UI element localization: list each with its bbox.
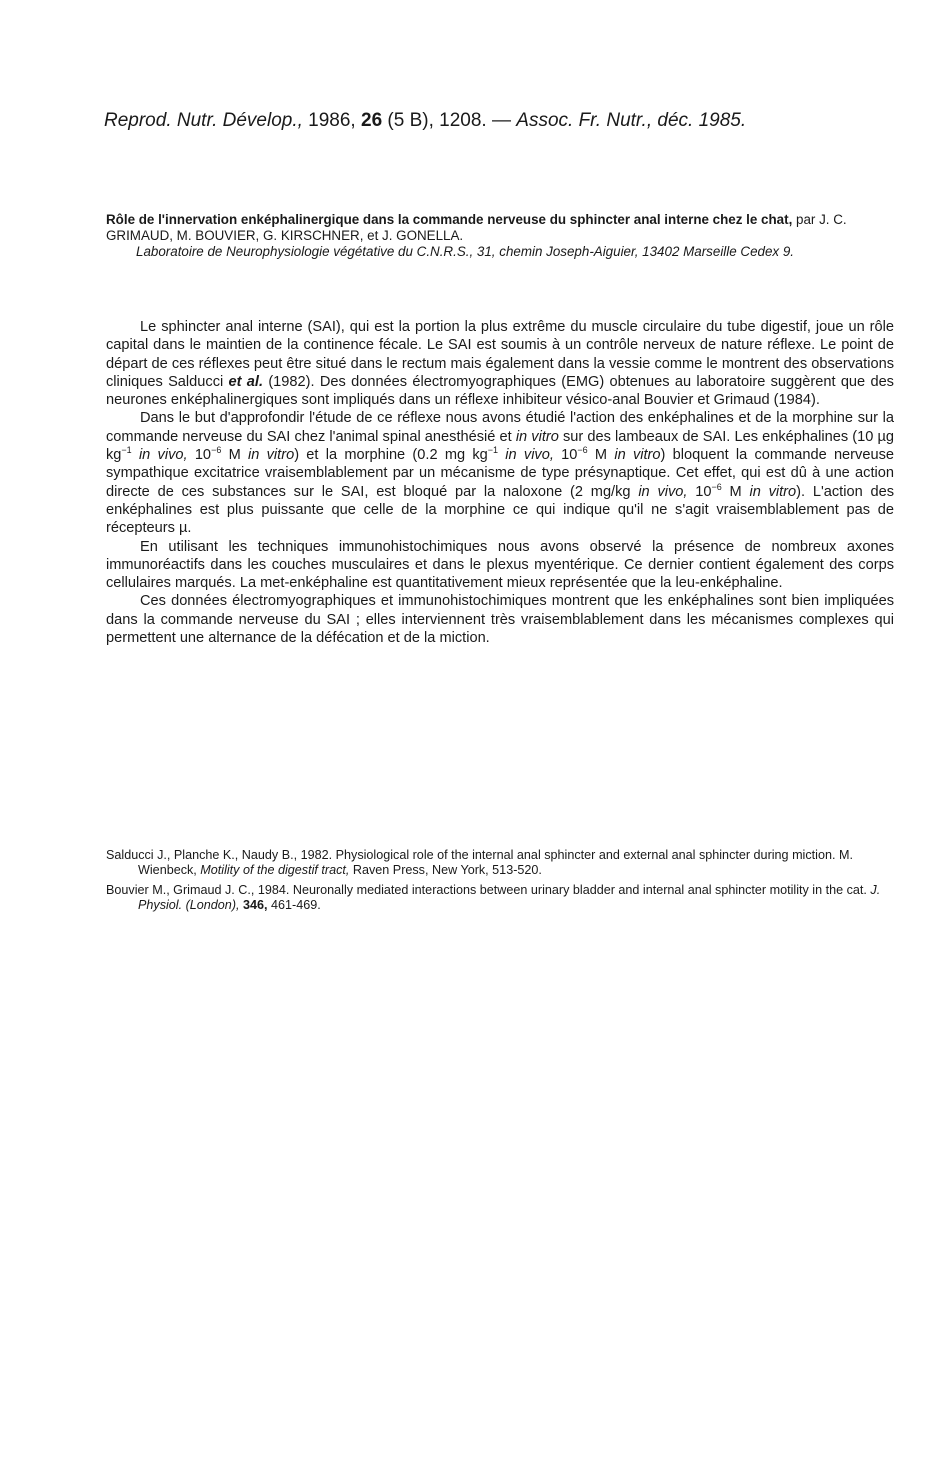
reference-2 — [106, 883, 894, 914]
text-run: 10 — [187, 447, 212, 464]
text-run: Dans le but d'approfondir l'étude de ce réflexe nous avons étudié l'action des enképhalines et de la morphine sur la commande nerveuse du SAI chez l'animal spinal anesthésié et — [106, 410, 894, 445]
italic-term: in vivo, — [638, 483, 688, 500]
italic-term: in vitro — [515, 428, 559, 445]
journal-name: Reprod. Nutr. Dévelop., — [104, 110, 303, 131]
italic-term: in vitro — [614, 447, 661, 464]
italic-term: J. Physiol. (London), — [138, 882, 881, 913]
paragraph-1 — [106, 318, 894, 409]
paragraph-3: En utilisant les techniques immunohistochimiques nous avons observé la présence de nombreux axones immunoréactifs dans les couches musculaires et dans le plexus myentérique. Ce dernier contient également des corps cellulaires marqués. La met-enképhaline est quantitativement mieux représentée que la leu-enképhaline. — [106, 538, 894, 592]
italic-term: in vitro — [749, 483, 797, 500]
text-run: 10 — [687, 483, 712, 500]
article-body — [106, 318, 894, 647]
article-title-block — [106, 212, 896, 260]
association-name: Assoc. Fr. Nutr., déc. 1985. — [516, 110, 747, 131]
italic-term: in vivo, — [498, 447, 554, 464]
text-run: Le sphincter anal interne (SAI), qui est la portion la plus extrême du muscle circulaire du tube digestif, joue un rôle capital dans le maintien de la continence fécale. Le SAI est soumis à un contrôle nerveux de nature réflexe. Le point de départ de ces réflexes peut être situé dans le rectum mais également dans la vessie comme le montrent des observations cliniques Salducci — [106, 319, 894, 390]
article-title: Rôle de l'innervation enképhalinergique dans la commande nerveuse du sphincter anal interne chez le chat, — [106, 212, 793, 227]
italic-term: in vitro — [248, 447, 295, 464]
text-run: 10 — [553, 447, 578, 464]
article-affiliation: Laboratoire de Neurophysiologie végétative du C.N.R.S., 31, chemin Joseph-Aiguier, 13402 Marseille Cedex 9. — [136, 244, 795, 259]
superscript: −1 — [487, 445, 499, 456]
article-authors: par J. C. GRIMAUD, M. BOUVIER, G. KIRSCHNER, et J. GONELLA. — [106, 212, 847, 243]
text-run: Salducci J., Planche K., Naudy B., 1982. Physiological role of the internal anal sphincter and external anal sphincter during miction. M. Wienbeck, — [106, 848, 853, 878]
text-run: 461-469. — [267, 898, 321, 913]
paragraph-4: Ces données électromyographiques et immunohistochimiques montrent que les enképhalines sont bien impliquées dans la commande nerveuse du SAI ; elles interviennent très vraisemblablement dans les mécanismes complexes qui permettent une alternance de la défécation et de la miction. — [106, 593, 894, 647]
volume-number: 346, — [239, 898, 268, 913]
text-run: Bouvier M., Grimaud J. C., 1984. Neuronally mediated interactions between urinary bladder and internal anal sphincter motility in the cat. — [106, 882, 871, 897]
superscript: −1 — [121, 445, 132, 456]
paragraph-2 — [106, 409, 894, 537]
text-run: sur des lambeaux de SAI. Les enképhalines (10 µg kg — [106, 428, 895, 464]
text-run: M — [587, 447, 615, 464]
text-run: (1982). Des données électromyographiques (EMG) obtenues au laboratoire suggèrent que des neurones enképhalinergiques sont impliqués dans un réflexe inhibiteur vésico-anal Bouvier et Grimaud (1984). — [106, 373, 894, 409]
text-run: ) bloquent la commande nerveuse sympathique excitatrice vraisemblablement par un mécanisme de type présynaptique. Cet effet, qui est dû à une action directe de ces substances sur le SAI, est bloqué par la naloxone (2 mg/kg — [106, 447, 894, 500]
journal-volume: 26 — [361, 110, 383, 131]
references — [106, 848, 894, 918]
text-run: ) et la morphine (0.2 mg kg — [294, 447, 488, 464]
superscript: −6 — [577, 445, 588, 456]
text-run: ). L'action des enképhalines est plus puissante que celle de la morphine ce qui indique qu'il ne s'agit vraisemblablement pas de récepteurs µ. — [106, 483, 894, 537]
text-run: M — [221, 447, 248, 464]
italic-term: in vivo, — [131, 447, 188, 464]
journal-issue-pages: (5 B), 1208. — — [382, 110, 517, 131]
et-al-text: et al. — [228, 373, 264, 390]
text-run: M — [721, 483, 750, 500]
journal-year: 1986, — [302, 110, 361, 131]
journal-header — [104, 110, 864, 132]
text-run: Raven Press, New York, 513-520. — [349, 863, 542, 878]
superscript: −6 — [211, 445, 222, 456]
reference-1 — [106, 848, 894, 879]
superscript: −6 — [711, 481, 722, 492]
italic-term: Motility of the digestif tract, — [200, 863, 350, 878]
